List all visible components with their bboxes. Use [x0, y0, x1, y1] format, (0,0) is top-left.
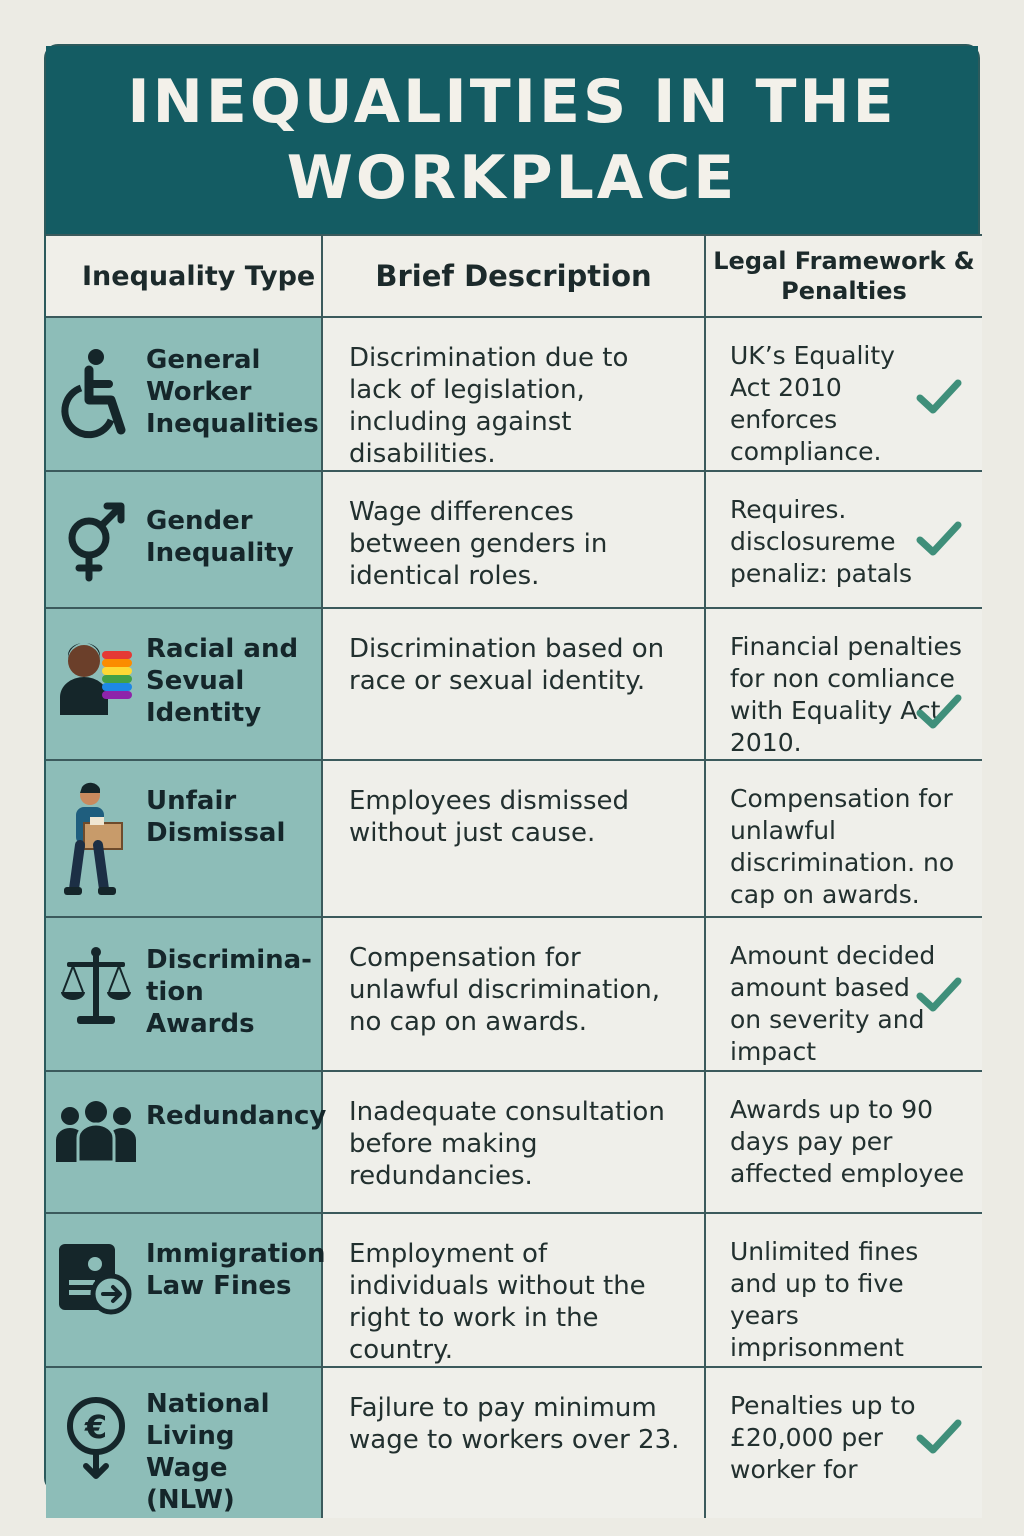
table-row: [46, 760, 982, 917]
inequalities-table: [46, 234, 982, 1518]
description-cell: Wage differences between genders in identical roles.: [322, 471, 705, 608]
description-cell: Employment of individuals without the right to work in the country.: [322, 1213, 705, 1367]
type-label: Racial and Sevual Identity: [146, 634, 299, 728]
legal-text: Compensation for unlawful discrimination. no cap on awards.: [730, 784, 955, 909]
type-cell: [46, 608, 322, 760]
legal-cell: [705, 760, 982, 917]
table-row: [46, 1367, 982, 1518]
legal-cell: [705, 608, 982, 760]
header-inequality-type: Inequality Type: [46, 235, 322, 317]
type-label: Discrimina- tion Awards: [146, 945, 312, 1039]
description-cell: Fajlure to pay minimum wage to workers over 23.: [322, 1367, 705, 1518]
description-cell: Discrimination based on race or sexual identity.: [322, 608, 705, 760]
legal-text: Penalties up to £20,000 per worker for: [730, 1391, 916, 1484]
type-label: Gender Inequality: [146, 506, 294, 568]
description-cell: Discrimination due to lack of legislation, including against disabilities.: [322, 317, 705, 471]
legal-text: Financial penalties for non comliance with Equality Act 2010.: [730, 632, 962, 757]
type-label: National Living Wage (NLW): [146, 1389, 270, 1515]
legal-text: Requires. disclosureme penaliz: patals: [730, 495, 913, 588]
page-title: INEQUALITIES IN THE WORKPLACE: [127, 67, 897, 213]
passport-arrow-icon: [46, 1214, 146, 1316]
table-row: [46, 317, 982, 471]
infographic-card: [44, 44, 980, 1515]
title-banner: [46, 46, 978, 234]
type-cell: [46, 471, 322, 608]
legal-text: UK’s Equality Act 2010 enforces compliance.: [730, 341, 895, 466]
description-cell: Inadequate consultation before making redundancies.: [322, 1071, 705, 1213]
header-legal-framework: Legal Framework & Penalties: [705, 235, 982, 317]
type-label: Unfair Dismissal: [146, 786, 286, 848]
legal-cell: [705, 1367, 982, 1518]
legal-cell: [705, 317, 982, 471]
type-label: Immigration Law Fines: [146, 1239, 326, 1301]
gender-symbol-icon: [46, 472, 146, 582]
table-row: [46, 1071, 982, 1213]
person-carrying-box-icon: [46, 761, 146, 899]
table-row: [46, 471, 982, 608]
legal-cell: [705, 1071, 982, 1213]
euro-down-arrow-icon: [46, 1368, 146, 1482]
svg-text:€: €: [84, 1408, 108, 1446]
header-brief-description: Brief Description: [322, 235, 705, 317]
legal-cell: [705, 1213, 982, 1367]
type-label: Redundancy: [146, 1101, 327, 1131]
description-cell: Employees dismissed without just cause.: [322, 760, 705, 917]
table-row: [46, 1213, 982, 1367]
type-label: General Worker Inequalities: [146, 345, 319, 439]
table-row: [46, 608, 982, 760]
type-cell: [46, 1367, 322, 1518]
type-cell: [46, 760, 322, 917]
check-icon: [916, 1418, 962, 1456]
group-people-icon: [46, 1072, 146, 1162]
description-cell: Compensation for unlawful discrimination, no cap on awards.: [322, 917, 705, 1071]
legal-text: Awards up to 90 days pay per affected employee: [730, 1095, 965, 1188]
table-header-row: [46, 235, 982, 317]
table-row: [46, 917, 982, 1071]
legal-cell: [705, 917, 982, 1071]
type-cell: [46, 1213, 326, 1367]
check-icon: [916, 693, 962, 731]
type-cell: [46, 1071, 327, 1213]
check-icon: [916, 520, 962, 558]
check-icon: [916, 976, 962, 1014]
wheelchair-icon: [46, 318, 146, 438]
person-rainbow-icon: [46, 609, 146, 719]
type-cell: [46, 917, 322, 1071]
legal-cell: [705, 471, 982, 608]
check-icon: [916, 378, 962, 416]
scales-icon: [46, 918, 146, 1028]
legal-text: Amount decided amount based on severity and impact: [730, 941, 936, 1066]
legal-text: Unlimited fines and up to five years imprisonment: [730, 1237, 919, 1362]
type-cell: [46, 317, 322, 471]
